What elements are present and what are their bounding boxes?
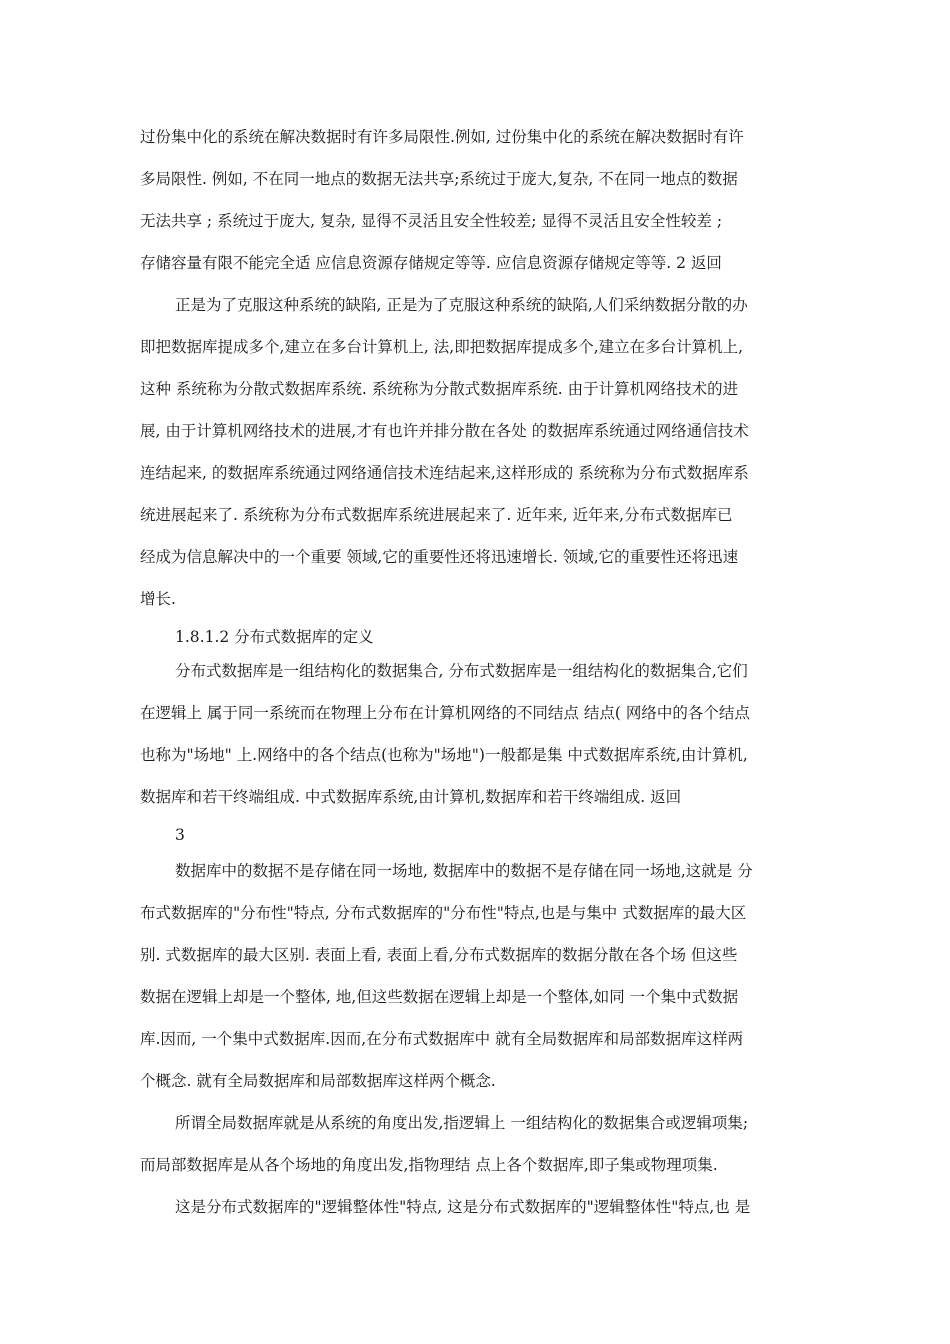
text-line: 库.因而, 一个集中式数据库.因而,在分布式数据库中 就有全局数据库和局部数据库这样两: [140, 1030, 744, 1048]
text-line: 别. 式数据库的最大区别. 表面上看, 表面上看,分布式数据库的数据分散在各个场 但这些: [140, 946, 738, 964]
text-line: 在逻辑上 属于同一系统而在物理上分布在计算机网络的不同结点 结点( 网络中的各个结点: [140, 704, 750, 722]
text-line: 而局部数据库是从各个场地的角度出发,指物理结 点上各个数据库,即子集或物理项集.: [140, 1156, 718, 1174]
text-line: 数据库和若干终端组成. 中式数据库系统,由计算机,数据库和若干终端组成. 返回: [140, 788, 682, 806]
text-line: 统进展起来了. 系统称为分布式数据库系统进展起来了. 近年来, 近年来,分布式数据库已: [140, 506, 733, 524]
text-line: 经成为信息解决中的一个重要 领域,它的重要性还将迅速增长. 领域,它的重要性还将迅速: [140, 548, 739, 566]
text-line: 布式数据库的"分布性"特点, 分布式数据库的"分布性"特点,也是与集中 式数据库的最大区: [140, 904, 747, 922]
paragraph-first-line: 这是分布式数据库的"逻辑整体性"特点, 这是分布式数据库的"逻辑整体性"特点,也 是: [175, 1198, 751, 1216]
paragraph-first-line: 正是为了克服这种系统的缺陷, 正是为了克服这种系统的缺陷,人们采纳数据分散的办: [175, 296, 748, 314]
section-heading: 1.8.1.2 分布式数据库的定义: [175, 628, 374, 646]
paragraph-first-line: 分布式数据库是一组结构化的数据集合, 分布式数据库是一组结构化的数据集合,它们: [175, 662, 748, 680]
text-line: 连结起来, 的数据库系统通过网络通信技术连结起来,这样形成的 系统称为分布式数据库系: [140, 464, 749, 482]
text-line: 存储容量有限不能完全适 应信息资源存储规定等等. 应信息资源存储规定等等. 2 返回: [140, 254, 722, 272]
page-number: 3: [175, 826, 185, 844]
text-line: 也称为"场地" 上.网络中的各个结点(也称为"场地")一般都是集 中式数据库系统,由计算机,: [140, 746, 748, 764]
text-line: 这种 系统称为分散式数据库系统. 系统称为分散式数据库系统. 由于计算机网络技术的进: [140, 380, 739, 398]
text-line: 即把数据库提成多个,建立在多台计算机上, 法,即把数据库提成多个,建立在多台计算机上,: [140, 338, 744, 356]
paragraph-first-line: 数据库中的数据不是存储在同一场地, 数据库中的数据不是存储在同一场地,这就是 分: [175, 862, 753, 880]
text-line: 展, 由于计算机网络技术的进展,才有也许并排分散在各处 的数据库系统通过网络通信技术: [140, 422, 749, 440]
text-line: 过份集中化的系统在解决数据时有许多局限性.例如, 过份集中化的系统在解决数据时有许: [140, 128, 744, 146]
text-line: 多局限性. 例如, 不在同一地点的数据无法共享;系统过于庞大,复杂, 不在同一地点的数据: [140, 170, 738, 188]
text-line: 个概念. 就有全局数据库和局部数据库这样两个概念.: [140, 1072, 496, 1090]
text-line: 增长.: [140, 590, 176, 608]
text-line: 无法共享 ; 系统过于庞大, 复杂, 显得不灵活且安全性较差; 显得不灵活且安全性较差 ;: [140, 212, 723, 230]
text-line: 数据在逻辑上却是一个整体, 地,但这些数据在逻辑上却是一个整体,如同 一个集中式数据: [140, 988, 739, 1006]
paragraph-first-line: 所谓全局数据库就是从系统的角度出发,指逻辑上 一组结构化的数据集合或逻辑项集;: [175, 1114, 749, 1132]
